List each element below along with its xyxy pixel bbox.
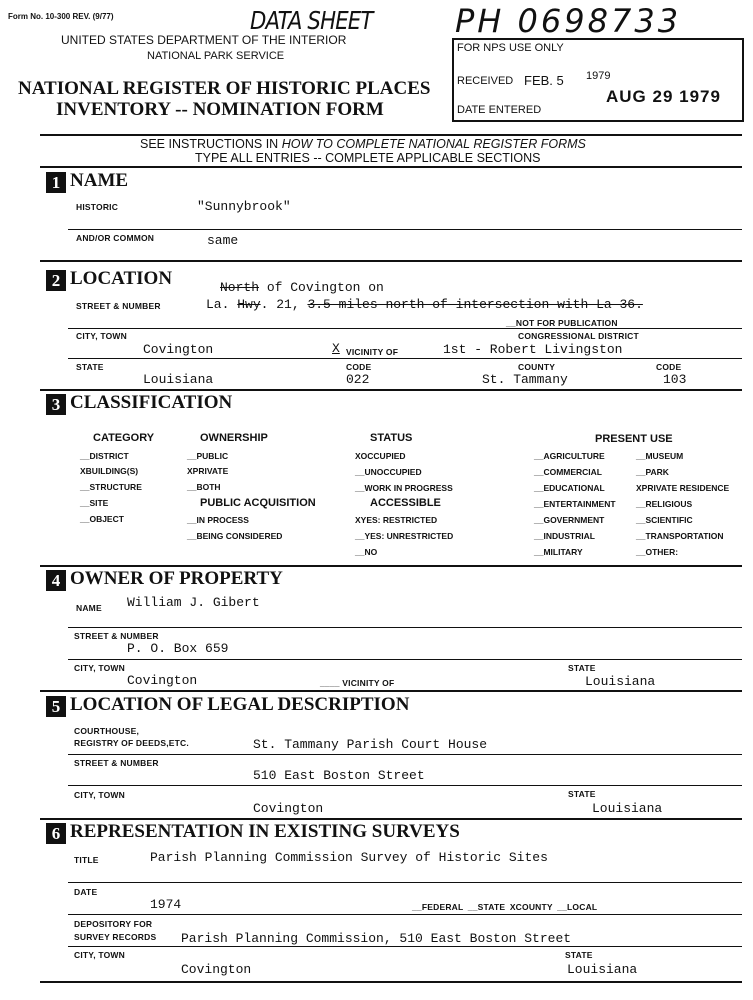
- section-rule: [40, 260, 742, 262]
- date-entered-label: DATE ENTERED: [457, 104, 542, 116]
- rule: [68, 229, 742, 230]
- instructions-line2: TYPE ALL ENTRIES -- COMPLETE APPLICABLE SECTIONS: [195, 151, 541, 165]
- rule: [68, 358, 742, 359]
- section-rule: [40, 389, 742, 391]
- rule: [68, 659, 742, 660]
- section-rule: [40, 565, 742, 567]
- registry-label: REGISTRY OF DEEDS,ETC.: [74, 738, 189, 748]
- legal-city: Covington: [253, 801, 324, 816]
- owner-state-label: STATE: [568, 663, 596, 673]
- entered-stamp: AUG 29 1979: [606, 87, 721, 106]
- street-label: STREET & NUMBER: [76, 301, 161, 311]
- county-label: COUNTY: [518, 362, 556, 372]
- category-option: __DISTRICT: [80, 451, 129, 461]
- survey-levels: __FEDERAL __STATE XCOUNTY __LOCAL: [412, 902, 598, 912]
- survey-city-label: CITY, TOWN: [74, 950, 125, 960]
- present-use-option: __MUSEUM: [636, 451, 684, 461]
- data-sheet-stamp: DATA SHEET: [250, 6, 373, 35]
- service-name: NATIONAL PARK SERVICE: [147, 50, 285, 62]
- acquisition-option: __IN PROCESS: [187, 515, 249, 525]
- instructions-rule: [40, 166, 742, 168]
- ownership-option: __BOTH: [187, 482, 221, 492]
- status-heading: STATUS: [370, 432, 413, 444]
- section-1-number: 1: [46, 172, 66, 193]
- rule: [68, 754, 742, 755]
- present-use-option: XPRIVATE RESIDENCE: [636, 483, 730, 493]
- section-4-number: 4: [46, 570, 66, 591]
- section-rule: [40, 818, 742, 820]
- code-value: 022: [346, 372, 370, 387]
- state-value: Louisiana: [143, 372, 214, 387]
- section-1-title: NAME: [70, 170, 129, 191]
- acquisition-heading: PUBLIC ACQUISITION: [200, 497, 316, 509]
- survey-title-label: TITLE: [74, 855, 99, 865]
- rule: [68, 946, 742, 947]
- handwritten-reference: PH 0698733: [455, 2, 682, 40]
- code-label: CODE: [346, 362, 372, 372]
- survey-date: 1974: [150, 897, 182, 912]
- present-use-option: __GOVERNMENT: [534, 515, 605, 525]
- depository-label2: SURVEY RECORDS: [74, 932, 157, 942]
- rule: [68, 882, 742, 883]
- status-option: XOCCUPIED: [355, 451, 406, 461]
- street-line1: North of Covington on: [220, 280, 384, 295]
- section-4-title: OWNER OF PROPERTY: [70, 568, 283, 589]
- section-rule: [40, 690, 742, 692]
- present-use-option: __OTHER:: [636, 547, 679, 557]
- survey-date-label: DATE: [74, 887, 98, 897]
- nps-use-box: [452, 38, 744, 122]
- legal-street-label: STREET & NUMBER: [74, 758, 159, 768]
- present-use-option: __EDUCATIONAL: [534, 483, 605, 493]
- owner-name: William J. Gibert: [127, 595, 260, 610]
- historic-name: "Sunnybrook": [197, 199, 291, 214]
- category-option: __SITE: [80, 498, 109, 508]
- acquisition-option: __BEING CONSIDERED: [187, 531, 283, 541]
- section-6-number: 6: [46, 823, 66, 844]
- legal-state-label: STATE: [568, 789, 596, 799]
- common-name: same: [207, 233, 239, 248]
- legal-city-label: CITY, TOWN: [74, 790, 125, 800]
- owner-street: P. O. Box 659: [127, 641, 229, 656]
- vicinity-label: VICINITY OF: [346, 347, 399, 357]
- ownership-option: XPRIVATE: [187, 466, 229, 476]
- section-5-number: 5: [46, 696, 66, 717]
- depository-label1: DEPOSITORY FOR: [74, 919, 153, 929]
- header-rule: [40, 134, 742, 136]
- accessible-option: XYES: RESTRICTED: [355, 515, 438, 525]
- form-title-line1: NATIONAL REGISTER OF HISTORIC PLACES: [18, 78, 431, 99]
- present-use-option: __ENTERTAINMENT: [534, 499, 616, 509]
- state-label: STATE: [76, 362, 104, 372]
- category-option: __STRUCTURE: [80, 482, 142, 492]
- rule: [68, 627, 742, 628]
- legal-street: 510 East Boston Street: [253, 768, 425, 783]
- congressional-value: 1st - Robert Livingston: [443, 342, 623, 357]
- survey-state: Louisiana: [567, 962, 638, 977]
- street-line2: La. Hwy. 21, 3.5 miles north of intersection with La 36.: [206, 297, 643, 312]
- rule: [68, 914, 742, 915]
- survey-title: Parish Planning Commission Survey of Historic Sites: [150, 850, 548, 865]
- courthouse-value: St. Tammany Parish Court House: [253, 737, 488, 752]
- present-use-option: __MILITARY: [534, 547, 583, 557]
- status-option: __WORK IN PROGRESS: [355, 483, 453, 493]
- congressional-label: CONGRESSIONAL DISTRICT: [518, 331, 639, 341]
- section-5-title: LOCATION OF LEGAL DESCRIPTION: [70, 694, 410, 715]
- code2-label: CODE: [656, 362, 682, 372]
- category-heading: CATEGORY: [93, 432, 155, 444]
- category-option: XBUILDING(S): [80, 466, 139, 476]
- rule: [68, 328, 742, 329]
- department-name: UNITED STATES DEPARTMENT OF THE INTERIOR: [61, 33, 347, 47]
- vicinity-mark: X: [332, 341, 340, 356]
- section-3-title: CLASSIFICATION: [70, 392, 233, 413]
- owner-street-label: STREET & NUMBER: [74, 631, 159, 641]
- status-option: __UNOCCUPIED: [355, 467, 422, 477]
- owner-state: Louisiana: [585, 674, 656, 689]
- owner-city-label: CITY, TOWN: [74, 663, 125, 673]
- category-option: __OBJECT: [80, 514, 124, 524]
- present-use-option: __TRANSPORTATION: [636, 531, 724, 541]
- received-year: 1979: [586, 70, 611, 82]
- survey-state-label: STATE: [565, 950, 593, 960]
- code2-value: 103: [663, 372, 687, 387]
- form-title-line2: INVENTORY -- NOMINATION FORM: [56, 99, 384, 120]
- section-2-title: LOCATION: [70, 268, 173, 289]
- accessible-option: __NO: [355, 547, 378, 557]
- courthouse-label: COURTHOUSE,: [74, 726, 140, 736]
- present-use-option: __PARK: [636, 467, 669, 477]
- survey-city: Covington: [181, 962, 252, 977]
- received-label: RECEIVED: [457, 75, 514, 87]
- accessible-heading: ACCESSIBLE: [370, 497, 441, 509]
- ownership-option: __PUBLIC: [187, 451, 229, 461]
- legal-state: Louisiana: [592, 801, 663, 816]
- form-number: Form No. 10-300 REV. (9/77): [8, 12, 114, 21]
- present-use-heading: PRESENT USE: [595, 433, 673, 445]
- historic-label: HISTORIC: [76, 202, 119, 212]
- owner-city: Covington: [127, 673, 198, 688]
- common-label: AND/OR COMMON: [76, 233, 155, 243]
- owner-name-label: NAME: [76, 603, 102, 613]
- section-2-number: 2: [46, 270, 66, 291]
- present-use-option: __AGRICULTURE: [534, 451, 605, 461]
- rule: [68, 785, 742, 786]
- depository-value: Parish Planning Commission, 510 East Boston Street: [181, 931, 572, 946]
- accessible-option: __YES: UNRESTRICTED: [355, 531, 454, 541]
- nps-box-label: FOR NPS USE ONLY: [457, 42, 564, 54]
- present-use-option: __RELIGIOUS: [636, 499, 693, 509]
- owner-vicinity-label: ____ VICINITY OF: [320, 678, 395, 688]
- section-3-number: 3: [46, 394, 66, 415]
- not-for-publication: __NOT FOR PUBLICATION: [506, 318, 618, 328]
- present-use-option: __INDUSTRIAL: [534, 531, 595, 541]
- city-value: Covington: [143, 342, 214, 357]
- city-label: CITY, TOWN: [76, 331, 127, 341]
- section-rule: [40, 981, 742, 983]
- present-use-option: __SCIENTIFIC: [636, 515, 693, 525]
- received-date: FEB. 5: [524, 73, 564, 88]
- ownership-heading: OWNERSHIP: [200, 432, 268, 444]
- present-use-option: __COMMERCIAL: [534, 467, 603, 477]
- instructions-line1: SEE INSTRUCTIONS IN HOW TO COMPLETE NATIONAL REGISTER FORMS: [140, 137, 586, 151]
- county-value: St. Tammany: [482, 372, 568, 387]
- section-6-title: REPRESENTATION IN EXISTING SURVEYS: [70, 821, 460, 842]
